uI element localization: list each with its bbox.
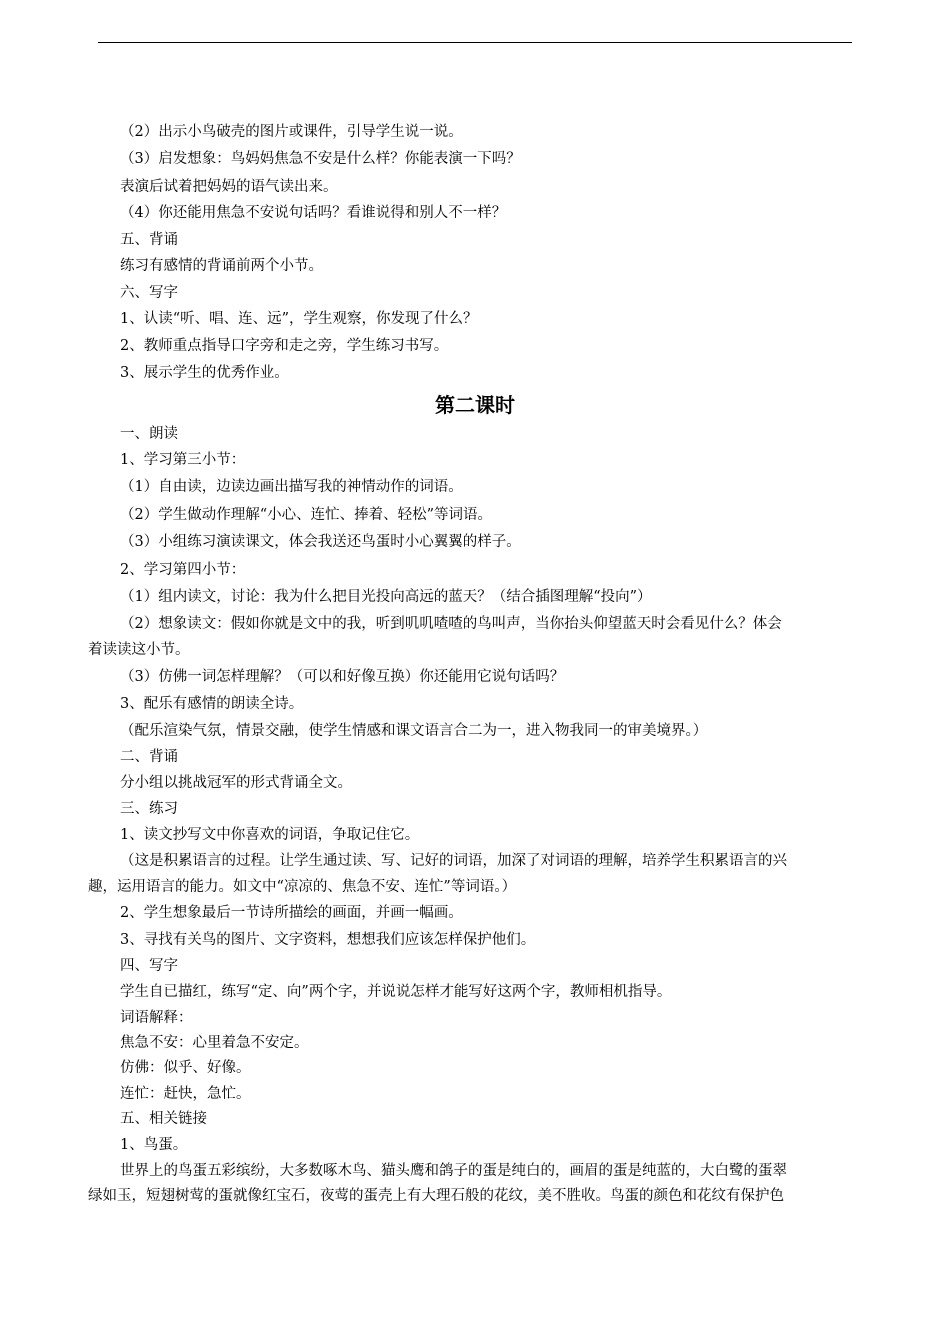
text-line: 2、学习第四小节：	[120, 562, 246, 578]
text-line: 分小组以挑战冠军的形式背诵全文。	[120, 775, 352, 791]
text-line: （这是积累语言的过程。让学生通过读、写、记好的词语，加深了对词语的理解，培养学生积累语言的兴	[120, 853, 787, 869]
text-line: （1）自由读，边读边画出描写我的神情动作的词语。	[120, 479, 463, 495]
text-line: 焦急不安：心里着急不安定。	[120, 1035, 309, 1051]
text-line: 表演后试着把妈妈的语气读出来。	[120, 179, 338, 195]
text-line: 1、读文抄写文中你喜欢的词语，争取记住它。	[120, 827, 420, 843]
section-heading: 五、背诵	[120, 232, 178, 248]
text-line: （配乐渲染气氛，情景交融，使学生情感和课文语言合二为一，进入物我同一的审美境界。）	[120, 723, 708, 739]
text-line: （2）出示小鸟破壳的图片或课件，引导学生说一说。	[120, 124, 463, 140]
text-line: 3、配乐有感情的朗读全诗。	[120, 696, 304, 712]
section-heading: 六、写字	[120, 285, 178, 301]
text-line: （2）学生做动作理解“小心、连忙、捧着、轻松”等词语。	[120, 507, 493, 523]
section-heading: 三、练习	[120, 801, 178, 817]
text-line: 着读读这小节。	[88, 642, 190, 658]
text-line: 2、教师重点指导口字旁和走之旁，学生练习书写。	[120, 338, 449, 354]
text-line: 学生自已描红，练写“定、向”两个字，并说说怎样才能写好这两个字，教师相机指导。	[120, 984, 672, 1000]
text-line: 练习有感情的背诵前两个小节。	[120, 258, 323, 274]
text-line: 世界上的鸟蛋五彩缤纷，大多数啄木鸟、猫头鹰和鸽子的蛋是纯白的，画眉的蛋是纯蓝的，大白鹭的蛋翠	[120, 1163, 787, 1179]
text-line: 趣，运用语言的能力。如文中“凉凉的、焦急不安、连忙”等词语。）	[88, 879, 517, 895]
text-line: 连忙：赶快，急忙。	[120, 1086, 251, 1102]
text-line: 3、寻找有关鸟的图片、文字资料，想想我们应该怎样保护他们。	[120, 932, 536, 948]
text-line: 绿如玉，短翅树莺的蛋就像红宝石，夜莺的蛋壳上有大理石般的花纹，美不胜收。鸟蛋的颜色和花纹有保护色	[88, 1188, 784, 1204]
text-line: 1、学习第三小节：	[120, 452, 246, 468]
text-line: （3）小组练习演读课文，体会我送还鸟蛋时小心翼翼的样子。	[120, 534, 521, 550]
text-line: （4）你还能用焦急不安说句话吗？看谁说得和别人不一样？	[120, 205, 507, 221]
text-line: （3）启发想象：鸟妈妈焦急不安是什么样？你能表演一下吗？	[120, 151, 521, 167]
section-heading: 一、朗读	[120, 426, 178, 442]
text-line: （2）想象读文：假如你就是文中的我，听到叽叽喳喳的鸟叫声，当你抬头仰望蓝天时会看见什么？体会	[120, 616, 782, 632]
header-rule	[98, 42, 852, 43]
lesson-title: 第二课时	[435, 393, 515, 417]
section-heading: 五、相关链接	[120, 1111, 207, 1127]
text-line: 仿佛：似乎、好像。	[120, 1060, 251, 1076]
text-line: 1、认读“听、唱、连、远”，学生观察，你发现了什么？	[120, 311, 478, 327]
text-line: 2、学生想象最后一节诗所描绘的画面，并画一幅画。	[120, 905, 463, 921]
section-heading: 二、背诵	[120, 749, 178, 765]
text-line: （1）组内读文，讨论：我为什么把目光投向高远的蓝天？（结合插图理解“投向”）	[120, 589, 652, 605]
section-heading: 四、写字	[120, 958, 178, 974]
text-line: （3）仿佛一词怎样理解？（可以和好像互换）你还能用它说句话吗？	[120, 669, 565, 685]
text-line: 词语解释：	[120, 1010, 193, 1026]
text-line: 3、展示学生的优秀作业。	[120, 365, 289, 381]
text-line: 1、鸟蛋。	[120, 1137, 188, 1153]
